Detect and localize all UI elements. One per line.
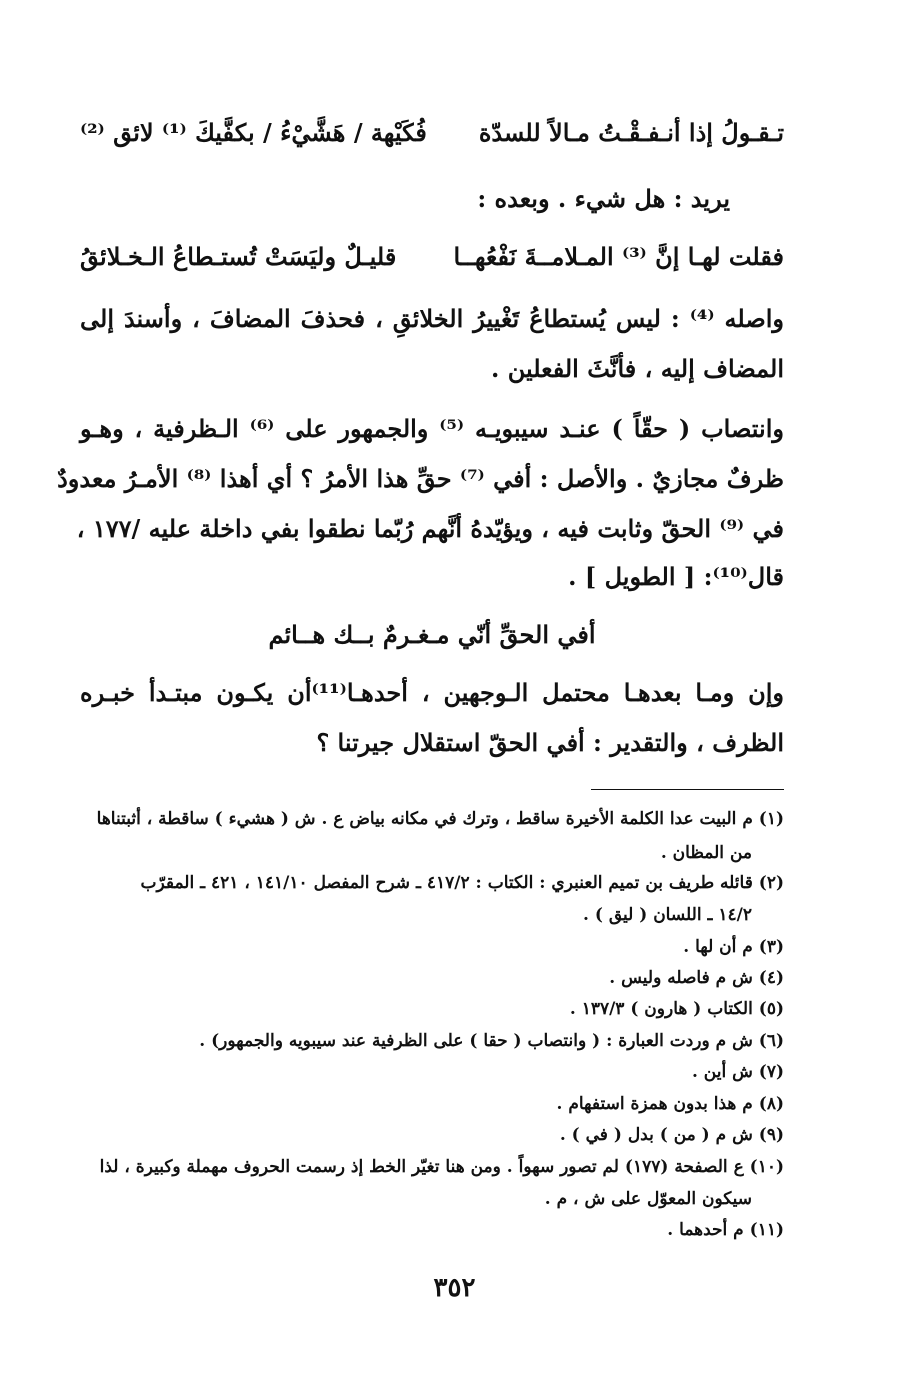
- paragraph-2-line-4: قال⁽¹⁰⁾: [ الطويل ] .: [568, 562, 784, 591]
- verse-line-3: أفي الحقِّ أنّي مـغـرمٌ بــك هــائم: [268, 620, 596, 649]
- footnote-3: [80, 934, 784, 960]
- footnote-text: ش م فاصله وليس .: [609, 968, 753, 988]
- footnote-1-continuation: من المظان .: [660, 843, 752, 863]
- footnote-9: [80, 1122, 784, 1148]
- footnote-text: ع الصفحة (١٧٧) لم تصور سهواً . ومن هنا تغيّر الخط إذ رسمت الحروف مهملة وكبيرة ، لذا: [99, 1157, 744, 1177]
- intro-line: يريد : هل شيء . وبعده :: [477, 184, 730, 213]
- footnote-number: (٣): [758, 937, 784, 957]
- footnote-text: م البيت عدا الكلمة الأخيرة ساقط ، وترك في مكانه بياض ع . ش ( هشيء ) ساقطة ، أثبتناها: [96, 809, 753, 829]
- verse-1-first-hemistich: تـقـولُ إذا أنـفـقْـتُ مـالاً للسدّة: [478, 118, 784, 147]
- footnote-5: [80, 996, 784, 1022]
- footnote-number: (١٠): [749, 1157, 784, 1177]
- footnote-11: [80, 1217, 784, 1243]
- verse-2-second-hemistich: قليـلٌ وليَسَتْ تُستـطاعُ الـخـلائقُ: [80, 242, 397, 271]
- footnote-text: ش أين .: [691, 1062, 753, 1082]
- paragraph-2-line-1: وانتصاب ( حقّاً ) عنـد سيبويـه ⁽⁵⁾ والجمهور على ⁽⁶⁾ الـظرفية ، وهـو: [80, 414, 784, 443]
- footnote-number: (٦): [758, 1031, 784, 1051]
- footnote-2: [80, 870, 784, 896]
- footnote-text: ش م وردت العبارة : ( وانتصاب ( حقا ) على الظرفية عند سيبويه والجمهور) .: [199, 1031, 753, 1051]
- footnote-10-continuation: سيكون المعوّل على ش ، م .: [544, 1189, 752, 1209]
- page-number: ٣٥٢: [433, 1273, 476, 1303]
- footnote-10: [80, 1154, 784, 1180]
- footnote-number: (٧): [758, 1062, 784, 1082]
- footnote-text: م هذا بدون همزة استفهام .: [556, 1094, 753, 1114]
- verse-2-first-hemistich: فقلت لهـا إنَّ ⁽³⁾ المـلامــةَ نَفْعُهــا: [453, 242, 784, 271]
- footnote-separator: [591, 789, 784, 790]
- paragraph-3-line-1: وإن ومـا بعدهـا محتمل الـوجهين ، أحدهـا⁽¹¹⁾أن يكـون مبتـدأ خبـره: [80, 678, 784, 707]
- footnote-text: الكتاب ( هارون ) ١٣٧/٣ .: [569, 999, 753, 1019]
- verse-line-2: [80, 240, 784, 274]
- verse-1-second-hemistich: فُكَيْهة / هَشَّيْءُ / بكفَّيكَ ⁽¹⁾ لائق ⁽²⁾: [80, 118, 427, 147]
- footnote-6: [80, 1028, 784, 1054]
- footnote-text: م أن لها .: [683, 937, 753, 957]
- footnote-7: [80, 1059, 784, 1085]
- paragraph-3-line-2: الظرف ، والتقدير : أفي الحقّ استقلال جيرتنا ؟: [316, 728, 784, 757]
- footnote-number: (١١): [749, 1220, 784, 1240]
- footnote-text: ش م ( من ) بدل ( في ) .: [559, 1125, 753, 1145]
- footnote-8: [80, 1091, 784, 1117]
- footnote-number: (٤): [758, 968, 784, 988]
- footnote-2-continuation: ١٤/٢ ـ اللسان ( ليق ) .: [583, 905, 752, 925]
- footnote-number: (٩): [758, 1125, 784, 1145]
- footnote-text: قائله طريف بن تميم العنبري : الكتاب : ٤١٧/٢ ـ شرح المفصل ١٤١/١٠ ، ٤٢١ ـ المقرّب: [140, 873, 753, 893]
- verse-line-1: [80, 116, 784, 150]
- footnote-text: م أحدهما .: [667, 1220, 744, 1240]
- paragraph-1-line-1: واصله ⁽⁴⁾ : ليس يُستطاعُ تَغْييرُ الخلائقِ ، فحذفَ المضافَ ، وأسندَ إلى: [80, 304, 785, 333]
- footnote-number: (٨): [758, 1094, 784, 1114]
- footnote-number: (١): [758, 809, 784, 829]
- paragraph-1-line-2: المضاف إليه ، فأنَّثَ الفعلين .: [490, 354, 784, 383]
- paragraph-2-line-2: ظرفٌ مجازيٌ . والأصل : أفي ⁽⁷⁾ حقِّ هذا الأمرُ ؟ أي أهذا ⁽⁸⁾ الأمـرُ معدودٌ: [57, 464, 784, 493]
- paragraph-2-line-3: في ⁽⁹⁾ الحقّ وثابت فيه ، ويؤيّدهُ أنَّهم رُبّما نطقوا بفي داخلة عليه /١٧٧ ،: [76, 514, 784, 543]
- footnote-number: (٥): [758, 999, 784, 1019]
- footnote-4: [80, 965, 784, 991]
- footnote-1: [80, 806, 784, 832]
- footnote-number: (٢): [758, 873, 784, 893]
